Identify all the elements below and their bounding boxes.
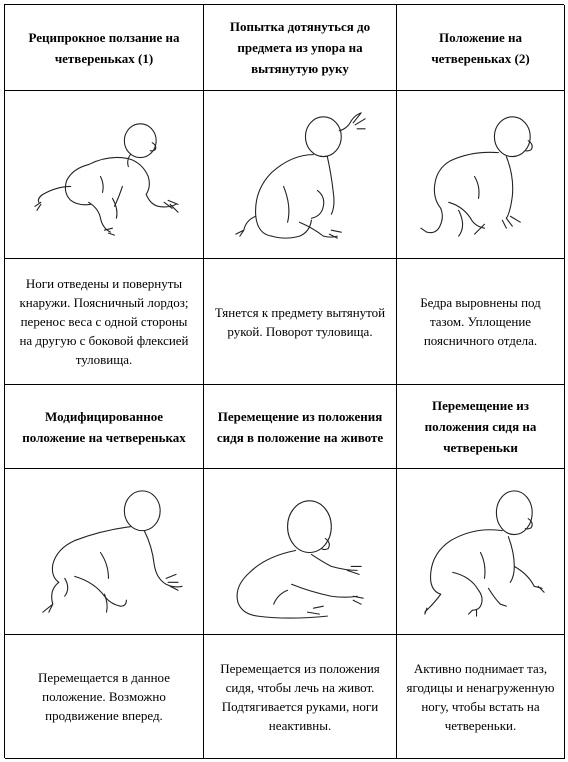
table-description: Ноги отведены и повернуты кнаружи. Поясничный лордоз; перенос веса с одной стороны на другую с боковой флексией туловища. bbox=[5, 259, 204, 385]
table-description: Бедра выровнены под тазом. Уплощение поясничного отдела. bbox=[397, 259, 565, 385]
baby-sitting-to-prone-illustration bbox=[204, 469, 397, 635]
table-description: Тянется к предмету вытянутой рукой. Поворот туловища. bbox=[204, 259, 397, 385]
table-heading: Перемещение из положения сидя в положение на животе bbox=[204, 385, 397, 469]
table-heading: Положение на четвереньках (2) bbox=[397, 5, 565, 91]
baby-all-fours-illustration bbox=[397, 91, 565, 259]
baby-reaching-drawing bbox=[204, 91, 396, 258]
baby-sitting-to-all-fours-drawing bbox=[397, 469, 564, 634]
table-heading: Реципрокное ползание на четвереньках (1) bbox=[5, 5, 204, 91]
table-heading: Попытка дотянуться до предмета из упора на вытянутую руку bbox=[204, 5, 397, 91]
baby-sitting-to-all-fours-illustration bbox=[397, 469, 565, 635]
table-description: Активно поднимает таз, ягодицы и ненагруженную ногу, чтобы встать на четвереньки. bbox=[397, 635, 565, 759]
table-heading: Перемещение из положения сидя на четвереньки bbox=[397, 385, 565, 469]
baby-reaching-illustration bbox=[204, 91, 397, 259]
baby-modified-all-fours-drawing bbox=[5, 469, 203, 634]
table-description: Перемещается из положения сидя, чтобы лечь на живот. Подтягивается руками, ноги неактивны. bbox=[204, 635, 397, 759]
table-description: Перемещается в данное положение. Возможно продвижение вперед. bbox=[5, 635, 204, 759]
baby-all-fours-drawing bbox=[397, 91, 564, 258]
table-heading: Модифицированное положение на четвереньках bbox=[5, 385, 204, 469]
baby-crawling-illustration bbox=[5, 91, 204, 259]
baby-sitting-to-prone-drawing bbox=[204, 469, 396, 634]
baby-modified-all-fours-illustration bbox=[5, 469, 204, 635]
motor-development-table bbox=[4, 4, 564, 758]
baby-crawling-drawing bbox=[5, 91, 203, 258]
